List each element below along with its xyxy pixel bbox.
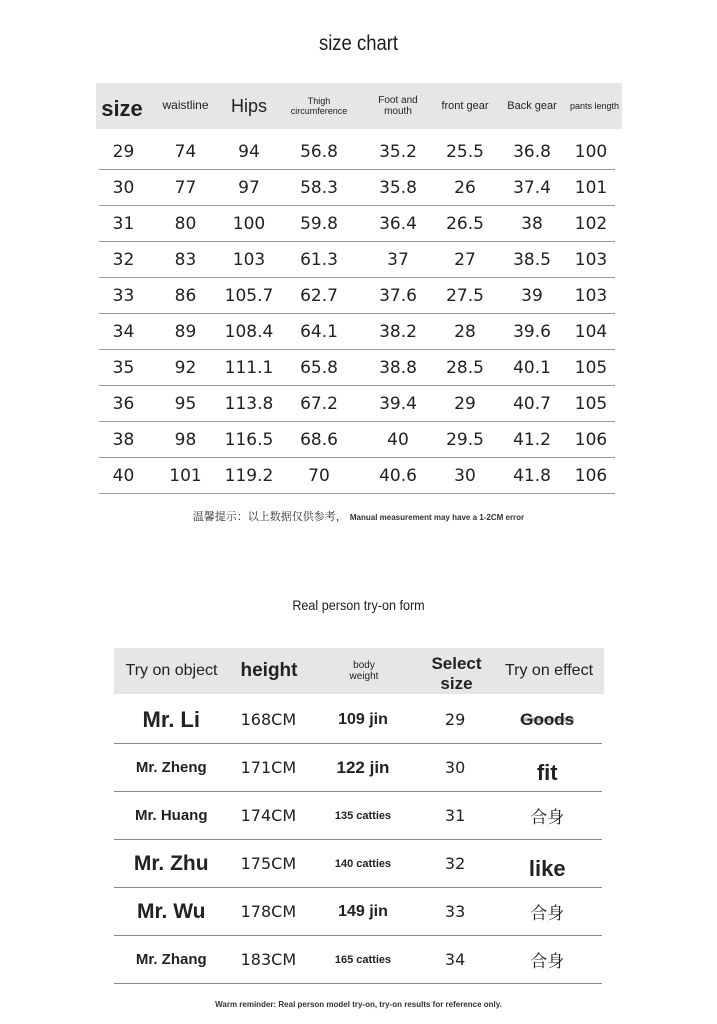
table-cell: 39 — [521, 285, 543, 306]
tryon-weight: 140 catties — [334, 857, 392, 870]
table-cell: 37.6 — [379, 285, 417, 306]
table-cell: 36 — [112, 393, 135, 414]
tryon-height: 168CM — [240, 710, 297, 729]
table-row — [99, 242, 615, 278]
table-cell: 38.5 — [513, 249, 551, 270]
table-cell: 101 — [169, 465, 202, 486]
tryon-effect-text: Goods — [520, 709, 575, 729]
table-cell: 62.7 — [300, 285, 338, 306]
table-cell: 36.8 — [513, 141, 551, 162]
table-cell: 37.4 — [513, 177, 551, 198]
table-cell: 70 — [308, 465, 330, 486]
table-cell: 104 — [574, 321, 608, 342]
table-cell: 68.6 — [300, 429, 338, 450]
table-cell: 106 — [574, 465, 608, 486]
tryon-height: 171CM — [240, 758, 297, 777]
table-cell: 30 — [454, 465, 476, 486]
tryon-effect — [492, 899, 602, 924]
table-cell: 34 — [112, 321, 135, 342]
table-row — [99, 134, 615, 170]
tryon-height: 183CM — [240, 950, 297, 969]
table-cell: 37 — [387, 249, 409, 270]
table-cell: 33 — [112, 285, 135, 306]
table-cell: 32 — [112, 249, 135, 270]
table-cell: 26 — [454, 177, 476, 198]
table-cell: 58.3 — [300, 177, 338, 198]
table-cell: 28 — [454, 321, 476, 342]
header-effect: Try on effect — [504, 661, 594, 679]
table-cell: 38 — [521, 213, 543, 234]
tryon-height: 178CM — [240, 902, 297, 921]
tryon-name: Mr. Huang — [135, 807, 208, 824]
tryon-name: Mr. Zhu — [133, 851, 209, 875]
table-row — [114, 744, 602, 792]
header-hips: Hips — [230, 95, 267, 116]
table-cell: 119.2 — [224, 465, 274, 486]
tryon-table — [114, 648, 604, 984]
table-row — [99, 422, 615, 458]
table-cell: 39.4 — [379, 393, 417, 414]
tryon-weight: 109 jin — [338, 710, 388, 728]
table-cell: 103 — [232, 249, 266, 270]
tryon-effect — [492, 750, 602, 786]
table-cell: 98 — [174, 429, 197, 450]
table-cell: 65.8 — [300, 357, 338, 378]
table-row — [99, 278, 615, 314]
tryon-weight: 165 catties — [334, 953, 392, 966]
table-cell: 103 — [574, 249, 608, 270]
table-cell: 56.8 — [300, 141, 338, 162]
table-cell: 100 — [574, 141, 608, 162]
table-cell: 105.7 — [224, 285, 274, 306]
table-cell: 95 — [174, 393, 197, 414]
table-cell: 105 — [574, 357, 608, 378]
tryon-effect-text: 合身 — [530, 904, 565, 923]
size-chart-header — [96, 83, 622, 129]
table-cell: 94 — [238, 141, 260, 162]
table-cell: 105 — [574, 393, 608, 414]
table-cell: 25.5 — [446, 141, 484, 162]
table-cell: 97 — [238, 177, 260, 198]
table-cell: 103 — [574, 285, 608, 306]
header-weight: body weight — [349, 659, 379, 682]
header-size: size — [101, 96, 143, 122]
header-pants-length: pants length — [569, 100, 620, 111]
table-cell: 31 — [112, 213, 135, 234]
table-cell: 59.8 — [300, 213, 338, 234]
table-cell: 27 — [454, 249, 476, 270]
table-row — [114, 888, 602, 936]
header-thigh: Thigh circumference — [290, 95, 348, 116]
table-cell: 28.5 — [446, 357, 484, 378]
tryon-effect-text: 合身 — [530, 808, 565, 827]
table-cell: 111.1 — [224, 357, 274, 378]
table-cell: 77 — [174, 177, 197, 198]
tryon-effect-text: 合身 — [530, 952, 565, 971]
header-front-gear: front gear — [441, 99, 489, 112]
table-cell: 29 — [112, 141, 135, 162]
table-cell: 36.4 — [379, 213, 417, 234]
tryon-size: 30 — [444, 758, 466, 777]
table-cell: 100 — [232, 213, 266, 234]
table-cell: 86 — [174, 285, 197, 306]
tryon-effect — [492, 846, 602, 882]
table-cell: 40 — [112, 465, 135, 486]
table-cell: 35.2 — [379, 141, 417, 162]
table-cell: 89 — [174, 321, 197, 342]
tryon-size: 33 — [444, 902, 466, 921]
tryon-effect-text: like — [528, 855, 566, 881]
table-cell: 61.3 — [300, 249, 338, 270]
tryon-size: 31 — [444, 806, 466, 825]
table-cell: 80 — [174, 213, 197, 234]
measurement-note — [0, 508, 717, 524]
tryon-height: 175CM — [240, 854, 297, 873]
table-cell: 40 — [387, 429, 409, 450]
tryon-effect — [492, 710, 602, 730]
table-row — [99, 386, 615, 422]
table-row — [99, 206, 615, 242]
table-row — [99, 458, 615, 494]
warm-reminder: Warm reminder: Real person model try-on, try-on results for reference only. — [215, 1000, 502, 1009]
note-en: Manual measurement may have a 1-2CM error — [349, 513, 525, 522]
table-cell: 35 — [112, 357, 135, 378]
table-row — [114, 696, 602, 744]
table-row — [99, 170, 615, 206]
table-cell: 26.5 — [446, 213, 484, 234]
table-row — [99, 314, 615, 350]
table-cell: 40.6 — [379, 465, 417, 486]
size-chart-body — [96, 134, 622, 494]
table-cell: 116.5 — [224, 429, 274, 450]
table-cell: 92 — [174, 357, 197, 378]
tryon-weight: 149 jin — [338, 902, 388, 920]
table-cell: 40.7 — [513, 393, 551, 414]
table-cell: 30 — [112, 177, 135, 198]
table-cell: 64.1 — [300, 321, 338, 342]
header-height: height — [240, 660, 298, 682]
tryon-effect — [492, 947, 602, 972]
tryon-size: 34 — [444, 950, 466, 969]
table-cell: 101 — [574, 177, 608, 198]
tryon-name: Mr. Zheng — [135, 759, 207, 776]
table-cell: 102 — [574, 213, 608, 234]
table-row — [114, 936, 602, 984]
tryon-name: Mr. Wu — [137, 899, 206, 923]
note-cn: 温馨提示：以上数据仅供参考， — [192, 511, 347, 523]
tryon-name: Mr. Li — [142, 706, 200, 732]
table-cell: 29 — [454, 393, 476, 414]
size-chart-title: size chart — [318, 32, 399, 55]
table-row — [114, 792, 602, 840]
header-select-size: Select size — [431, 654, 482, 693]
tryon-effect — [492, 803, 602, 828]
table-cell: 27.5 — [446, 285, 484, 306]
header-object: Try on object — [125, 661, 218, 679]
tryon-title: Real person try-on form — [292, 597, 425, 613]
table-cell: 41.8 — [513, 465, 551, 486]
table-cell: 83 — [174, 249, 197, 270]
tryon-height: 174CM — [240, 806, 297, 825]
tryon-size: 32 — [444, 854, 466, 873]
tryon-weight: 135 catties — [334, 809, 392, 822]
tryon-effect-text: fit — [536, 759, 558, 785]
table-cell: 39.6 — [513, 321, 551, 342]
table-cell: 38.8 — [379, 357, 417, 378]
table-cell: 40.1 — [513, 357, 551, 378]
table-cell: 38.2 — [379, 321, 417, 342]
table-cell: 106 — [574, 429, 608, 450]
size-chart-table — [96, 83, 622, 494]
table-cell: 35.8 — [379, 177, 417, 198]
table-cell: 74 — [174, 141, 197, 162]
tryon-body — [114, 696, 604, 984]
table-cell: 67.2 — [300, 393, 338, 414]
tryon-size: 29 — [444, 710, 466, 729]
table-cell: 38 — [112, 429, 135, 450]
table-cell: 108.4 — [224, 321, 274, 342]
tryon-weight: 122 jin — [336, 757, 390, 777]
tryon-header — [114, 648, 604, 694]
table-row — [114, 840, 602, 888]
table-row — [99, 350, 615, 386]
table-cell: 41.2 — [513, 429, 551, 450]
header-back-gear: Back gear — [507, 99, 557, 112]
table-cell: 29.5 — [446, 429, 484, 450]
header-foot-mouth: Foot and mouth — [378, 94, 418, 117]
header-waistline: waistline — [162, 98, 209, 113]
tryon-name: Mr. Zhang — [135, 951, 207, 968]
table-cell: 113.8 — [224, 393, 274, 414]
